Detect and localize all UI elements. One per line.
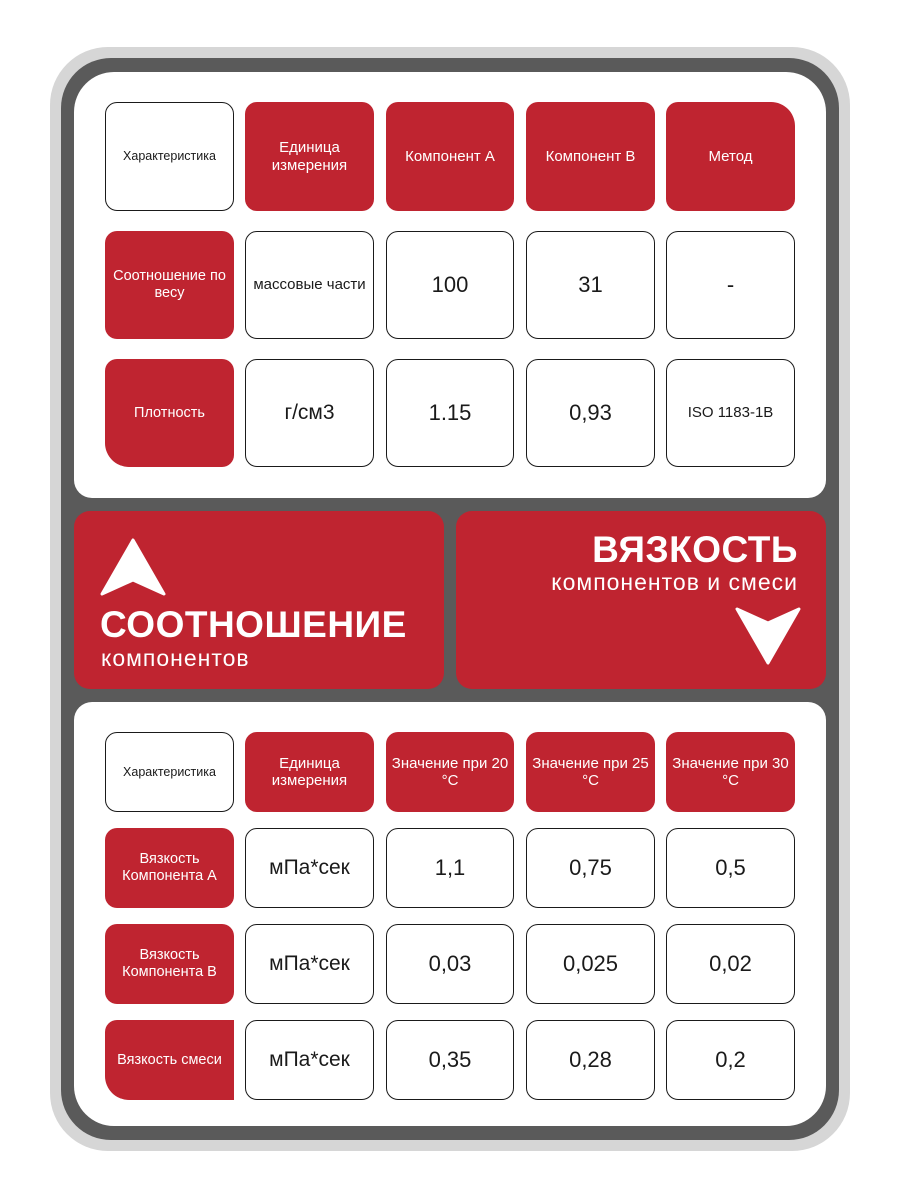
viscosity-mix-20c: 0,35	[386, 1020, 514, 1100]
viscosity-a-label: Вязкость Компонента А	[105, 828, 234, 908]
ratio-header-component-a: Компонент A	[386, 102, 514, 211]
density-row-unit: г/см3	[245, 359, 374, 467]
viscosity-header-20c: Значение при 20 °C	[386, 732, 514, 812]
viscosity-a-25c: 0,75	[526, 828, 655, 908]
viscosity-header-25c: Значение при 25 °C	[526, 732, 655, 812]
ratio-banner-subtitle: компонентов	[101, 645, 250, 671]
arrow-down-icon	[735, 607, 801, 665]
density-row-method: ISO 1183-1B	[666, 359, 795, 467]
viscosity-mix-label: Вязкость смеси	[105, 1020, 234, 1100]
ratio-row-method: -	[666, 231, 795, 339]
viscosity-header-characteristic: Характеристика	[105, 732, 234, 812]
viscosity-mix-30c: 0,2	[666, 1020, 795, 1100]
viscosity-a-unit: мПа*сек	[245, 828, 374, 908]
ratio-header-characteristic: Характеристика	[105, 102, 234, 211]
ratio-header-method: Метод	[666, 102, 795, 211]
viscosity-banner	[456, 511, 826, 689]
viscosity-banner-title: ВЯЗКОСТЬ	[592, 529, 798, 570]
viscosity-b-25c: 0,025	[526, 924, 655, 1004]
viscosity-header-unit: Единица измерения	[245, 732, 374, 812]
viscosity-banner-subtitle: компонентов и смеси	[551, 569, 798, 595]
viscosity-header-30c: Значение при 30 °C	[666, 732, 795, 812]
ratio-row-value-b: 31	[526, 231, 655, 339]
ratio-banner	[74, 511, 444, 689]
viscosity-a-20c: 1,1	[386, 828, 514, 908]
viscosity-b-unit: мПа*сек	[245, 924, 374, 1004]
density-row-value-b: 0,93	[526, 359, 655, 467]
density-row-label: Плотность	[105, 359, 234, 467]
ratio-header-unit: Единица измерения	[245, 102, 374, 211]
density-row-value-a: 1.15	[386, 359, 514, 467]
ratio-row-label: Соотношение по весу	[105, 231, 234, 339]
viscosity-b-20c: 0,03	[386, 924, 514, 1004]
viscosity-b-label: Вязкость Компонента В	[105, 924, 234, 1004]
viscosity-b-30c: 0,02	[666, 924, 795, 1004]
ratio-banner-title: СООТНОШЕНИЕ	[100, 604, 407, 645]
arrow-up-icon	[100, 538, 166, 596]
ratio-header-component-b: Компонент B	[526, 102, 655, 211]
viscosity-mix-25c: 0,28	[526, 1020, 655, 1100]
viscosity-a-30c: 0,5	[666, 828, 795, 908]
ratio-row-value-a: 100	[386, 231, 514, 339]
viscosity-mix-unit: мПа*сек	[245, 1020, 374, 1100]
ratio-row-unit: массовые части	[245, 231, 374, 339]
